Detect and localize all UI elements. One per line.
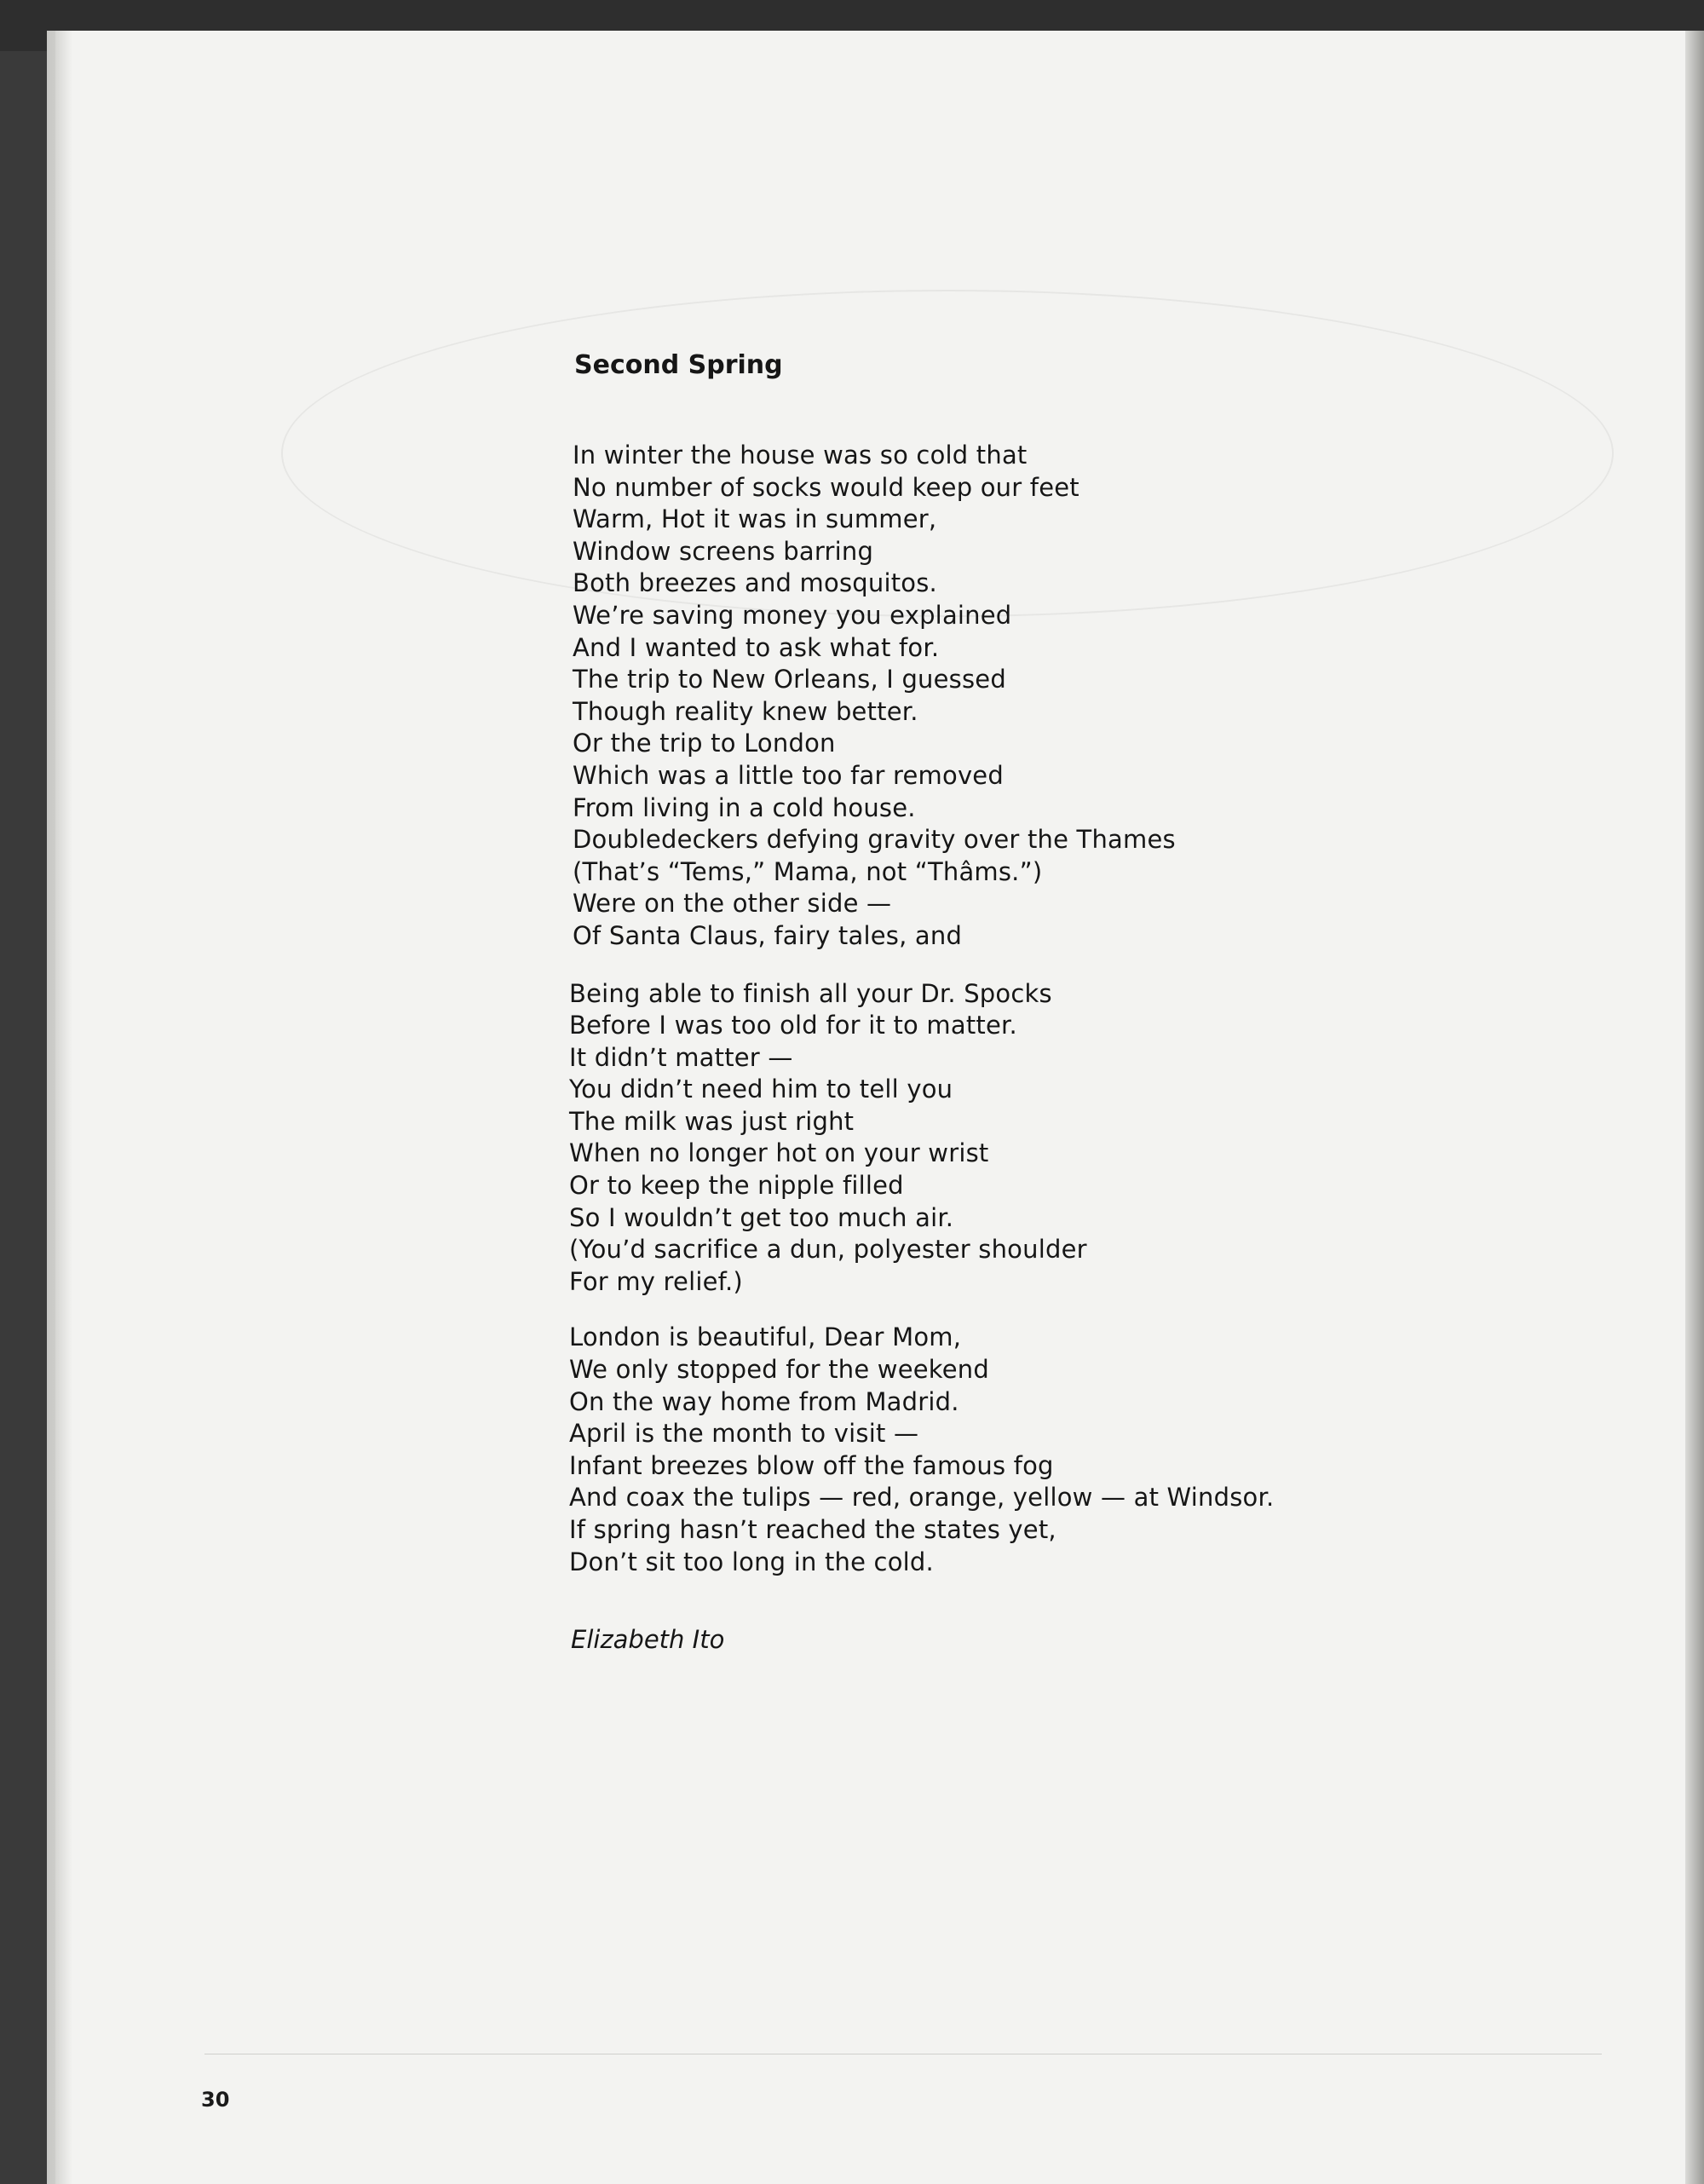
poem-line: Which was a little too far removed bbox=[573, 760, 1004, 790]
poem-line: (That’s “Tems,” Mama, not “Thâms.”) bbox=[573, 856, 1043, 886]
poem-line: Doubledeckers defying gravity over the Thames bbox=[573, 825, 1176, 855]
poem-line: When no longer hot on your wrist bbox=[569, 1138, 989, 1168]
poem-line: No number of socks would keep our feet bbox=[573, 472, 1079, 502]
poem-line: Or the trip to London bbox=[573, 729, 836, 758]
poem-line: Of Santa Claus, fairy tales, and bbox=[573, 920, 963, 950]
poem-line: Don’t sit too long in the cold. bbox=[569, 1547, 934, 1576]
poem-title: Second Spring bbox=[574, 350, 783, 380]
stanza-2 bbox=[569, 978, 1421, 1299]
poem-line: Being able to finish all your Dr. Spocks bbox=[569, 978, 1052, 1008]
poem-line: Infant breezes blow off the famous fog bbox=[569, 1450, 1054, 1480]
page-number: 30 bbox=[201, 2088, 230, 2112]
stanza-1 bbox=[573, 440, 1421, 953]
poem-line: In winter the house was so cold that bbox=[573, 441, 1028, 470]
poem-line: The milk was just right bbox=[569, 1106, 855, 1136]
poem-line: So I wouldn’t get too much air. bbox=[569, 1202, 954, 1232]
poem-line: Before I was too old for it to matter. bbox=[569, 1011, 1017, 1040]
poem-line: (You’d sacrifice a dun, polyester shoulder bbox=[569, 1235, 1087, 1265]
poem-line: Though reality knew better. bbox=[573, 696, 918, 726]
poem-line: Both breezes and mosquitos. bbox=[573, 568, 937, 598]
poem-line: Warm, Hot it was in summer, bbox=[573, 504, 937, 534]
poem-line: We only stopped for the weekend bbox=[569, 1355, 989, 1385]
poem-line: From living in a cold house. bbox=[573, 792, 916, 822]
poem-line: On the way home from Madrid. bbox=[569, 1386, 959, 1416]
poem-line: And coax the tulips — red, orange, yellow — at Windsor. bbox=[569, 1483, 1275, 1513]
poem-line: For my relief.) bbox=[569, 1266, 743, 1296]
poem bbox=[569, 349, 1421, 1654]
poem-line: Window screens barring bbox=[573, 536, 874, 566]
stanza-3 bbox=[569, 1322, 1421, 1578]
poem-line: It didn’t matter — bbox=[569, 1042, 793, 1072]
poem-line: Or to keep the nipple filled bbox=[569, 1171, 904, 1201]
poem-line: We’re saving money you explained bbox=[573, 600, 1012, 630]
poem-line: The trip to New Orleans, I guessed bbox=[573, 665, 1006, 694]
page-right-edge bbox=[1685, 31, 1704, 2184]
poem-line: If spring hasn’t reached the states yet, bbox=[569, 1515, 1056, 1544]
page-gutter-shadow bbox=[47, 31, 72, 2184]
poem-line: Were on the other side — bbox=[573, 889, 892, 919]
poem-line: And I wanted to ask what for. bbox=[573, 632, 940, 662]
poem-line: You didn’t need him to tell you bbox=[569, 1075, 953, 1104]
poem-author: Elizabeth Ito bbox=[571, 1625, 725, 1655]
poem-line: London is beautiful, Dear Mom, bbox=[569, 1323, 962, 1352]
poem-line: April is the month to visit — bbox=[569, 1419, 919, 1449]
